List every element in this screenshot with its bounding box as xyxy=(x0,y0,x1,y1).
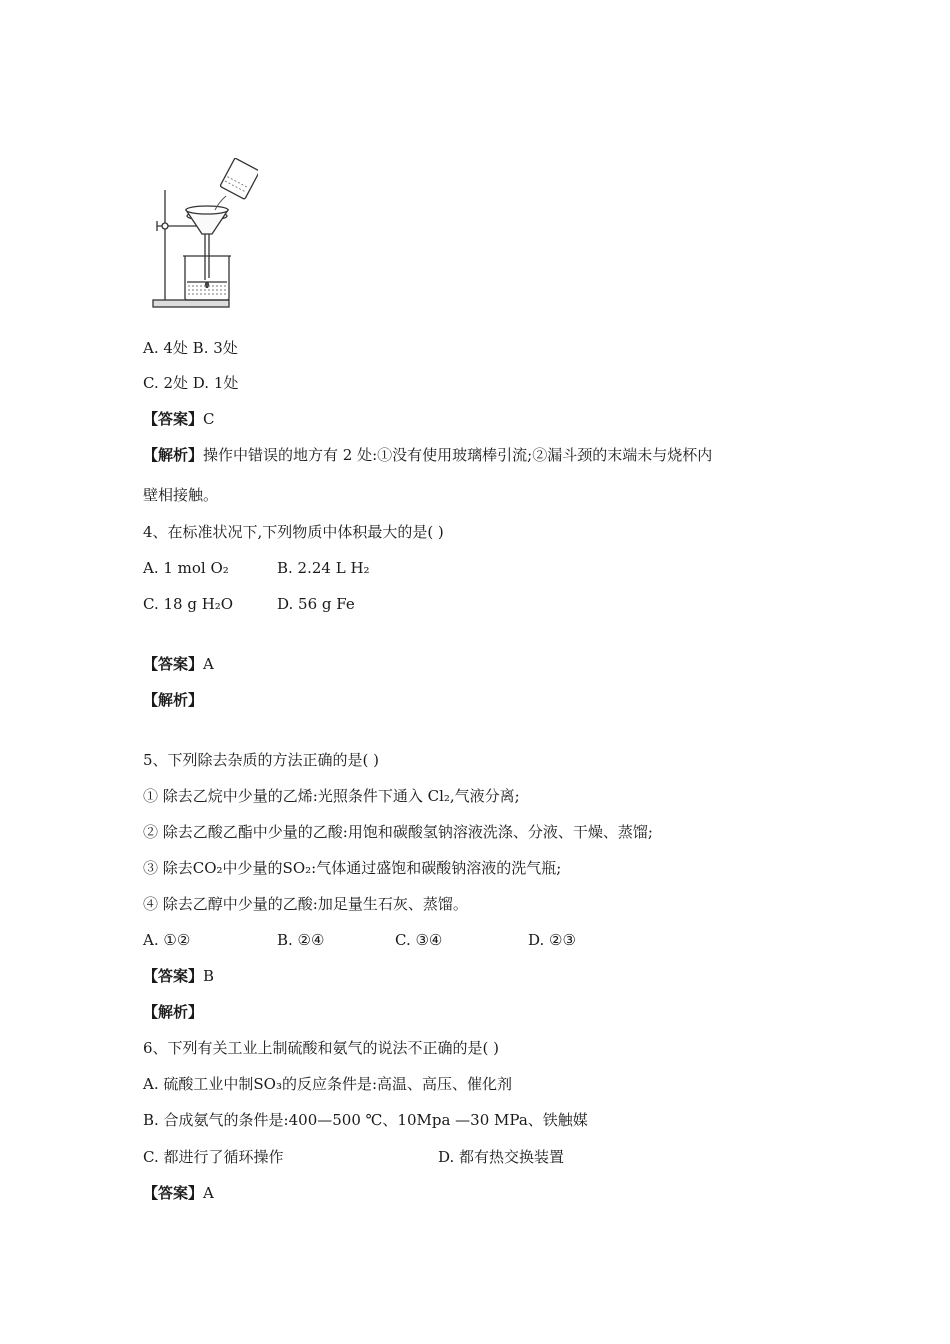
answer-tag: 【答案】 xyxy=(143,655,204,673)
q5-analysis-tag: 【解析】 xyxy=(143,1003,204,1021)
answer-value: B xyxy=(203,967,215,985)
q6-option-a: A. 硫酸工业中制SO₃的反应条件是:高温、高压、催化剂 xyxy=(143,1075,513,1093)
q4-analysis-tag: 【解析】 xyxy=(143,691,204,709)
q3-analysis-cont: 壁相接触。 xyxy=(143,486,219,504)
answer-tag: 【答案】 xyxy=(143,410,204,428)
q5-option-a: A. ①② xyxy=(143,931,191,949)
q5-item-4: ④ 除去乙醇中少量的乙酸:加足量生石灰、蒸馏。 xyxy=(143,895,468,913)
q6-option-d: D. 都有热交换装置 xyxy=(438,1148,565,1166)
q4-answer xyxy=(143,654,214,674)
q5-item-2: ② 除去乙酸乙酯中少量的乙酸:用饱和碳酸氢钠溶液洗涤、分液、干燥、蒸馏; xyxy=(143,823,653,841)
q6-option-b: B. 合成氨气的条件是:400—500 ℃、10Mpa —30 MPa、铁触媒 xyxy=(143,1111,588,1129)
answer-value: C xyxy=(203,410,215,428)
q4-stem: 4、在标准状况下,下列物质中体积最大的是( ) xyxy=(143,523,444,541)
q4-option-d: D. 56 g Fe xyxy=(277,595,355,613)
answer-value: A xyxy=(203,655,214,673)
q5-item-1: ① 除去乙烷中少量的乙烯:光照条件下通入 Cl₂,气液分离; xyxy=(143,787,520,805)
analysis-tag: 【解析】 xyxy=(143,446,204,464)
q5-item-3: ③ 除去CO₂中少量的SO₂:气体通过盛饱和碳酸钠溶液的洗气瓶; xyxy=(143,859,562,877)
answer-tag: 【答案】 xyxy=(143,967,204,985)
q3-options-row2: C. 2处 D. 1处 xyxy=(143,374,239,392)
analysis-text: 操作中错误的地方有 2 处:①没有使用玻璃棒引流;②漏斗颈的末端未与烧杯内 xyxy=(203,446,713,464)
q4-option-a: A. 1 mol O₂ xyxy=(143,559,229,577)
q5-option-b: B. ②④ xyxy=(277,931,325,949)
filtration-apparatus-figure xyxy=(143,158,258,316)
q5-stem: 5、下列除去杂质的方法正确的是( ) xyxy=(143,751,380,769)
q4-option-b: B. 2.24 L H₂ xyxy=(277,559,370,577)
q5-option-d: D. ②③ xyxy=(528,931,576,949)
q5-option-c: C. ③④ xyxy=(395,931,443,949)
q3-answer xyxy=(143,409,215,429)
q6-answer xyxy=(143,1183,214,1203)
answer-tag: 【答案】 xyxy=(143,1184,204,1202)
q3-options-row1: A. 4处 B. 3处 xyxy=(143,339,238,357)
q3-analysis xyxy=(143,445,712,465)
q4-option-c: C. 18 g H₂O xyxy=(143,595,234,613)
q6-option-c: C. 都进行了循环操作 xyxy=(143,1148,284,1166)
q6-stem: 6、下列有关工业上制硫酸和氨气的说法不正确的是( ) xyxy=(143,1039,500,1057)
answer-value: A xyxy=(203,1184,214,1202)
q5-answer xyxy=(143,966,214,986)
